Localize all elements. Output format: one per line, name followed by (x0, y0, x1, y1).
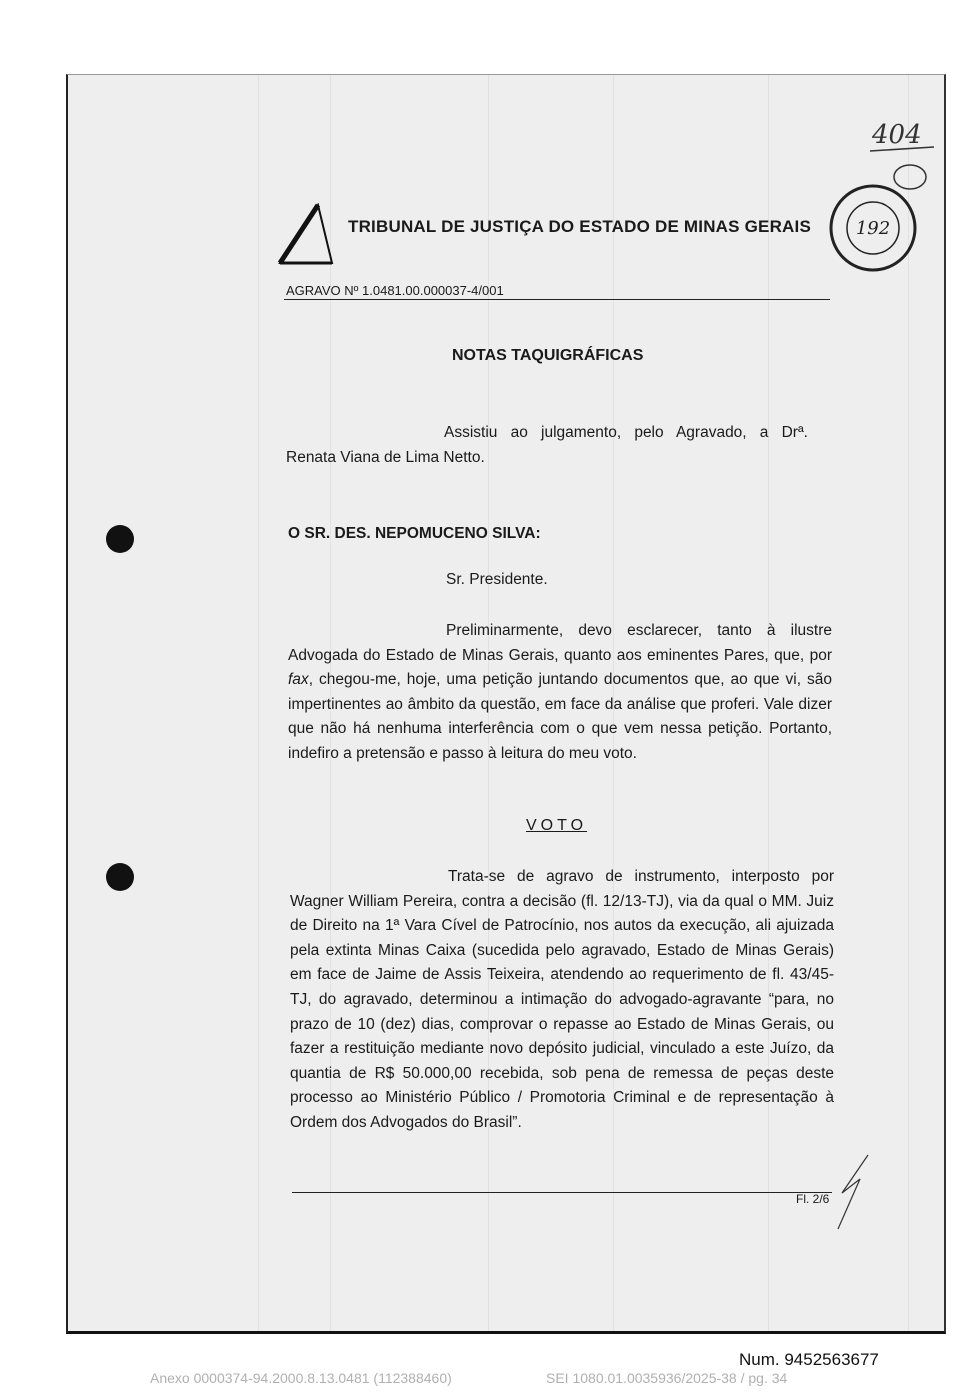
preliminary-paragraph (288, 619, 832, 767)
voto-paragraph: Trata-se de agravo de instrumento, interposto por Wagner William Pereira, contra a decisão (fl. 12/13-TJ), via da qual o MM. Juiz de Direito na 1ª Vara Cível de Patrocínio, nos autos da execução, ali ajuizada pela extinta Minas Caixa (sucedida pelo agravado, Estado de Minas Gerais) em face de Jaime de Assis Teixeira, atendendo ao requerimento de fl. 43/45-TJ, do agravado, determinou a intimação do advogado-agravante “para, no prazo de 10 (dez) dias, comprovar o repasse ao Estado de Minas Gerais, ou fazer a restituição mediante novo depósito judicial, vinculado a este Juízo, da quantia de R$ 50.000,00 recebida, sob pena de remessa de peças deste processo ao Ministério Público / Promotoria Criminal e de representação à Ordem dos Advogados do Brasil”. (290, 868, 834, 1131)
salutation: Sr. Presidente. (446, 571, 548, 588)
preliminary-text: Preliminarmente, devo esclarecer, tanto à ilustre Advogada do Estado de Minas Gerais, quanto aos eminentes Pares, que, por (288, 622, 832, 664)
anexo-reference: Anexo 0000374-94.2000.8.13.0481 (112388460) (150, 1370, 452, 1386)
preliminary-fax: fax (288, 671, 309, 689)
initials-mark-icon (824, 1153, 874, 1233)
attendance-paragraph: Assistiu ao julgamento, pelo Agravado, a Drª. Renata Viana de Lima Netto. (286, 424, 808, 466)
handwritten-page-number: 404 (872, 120, 922, 150)
page-footer: Fl. 2/6 (796, 1192, 830, 1206)
header-divider (284, 299, 830, 300)
sei-reference: SEI 1080.01.0035936/2025-38 / pg. 34 (546, 1370, 788, 1386)
preliminary-text-2: , chegou-me, hoje, uma petição juntando documentos que, ao que vi, são impertinentes ao âmbito da questão, em face da análise que proferi. Vale dizer que não há nenhuma interferência com o que vem nessa petição. Portanto, indefiro a pretensão e passo à leitura do meu voto. (288, 671, 832, 762)
footer-divider (292, 1192, 832, 1193)
court-title: TRIBUNAL DE JUSTIÇA DO ESTADO DE MINAS GERAIS (348, 217, 811, 236)
tribunal-logo-icon (276, 203, 336, 267)
handwritten-folio-mark (864, 103, 944, 193)
scanned-page (66, 74, 946, 1334)
voto-heading: VOTO (526, 817, 588, 834)
punch-hole-top (106, 525, 134, 553)
case-number: AGRAVO Nº 1.0481.00.000037-4/001 (286, 283, 504, 298)
section-title: NOTAS TAQUIGRÁFICAS (452, 347, 644, 364)
seal-number: 192 (855, 218, 891, 239)
stamp-number: Num. 9452563677 (739, 1350, 879, 1369)
court-seal-icon (828, 183, 918, 273)
punch-hole-bottom (106, 863, 134, 891)
speaker-heading: O SR. DES. NEPOMUCENO SILVA: (288, 525, 541, 542)
